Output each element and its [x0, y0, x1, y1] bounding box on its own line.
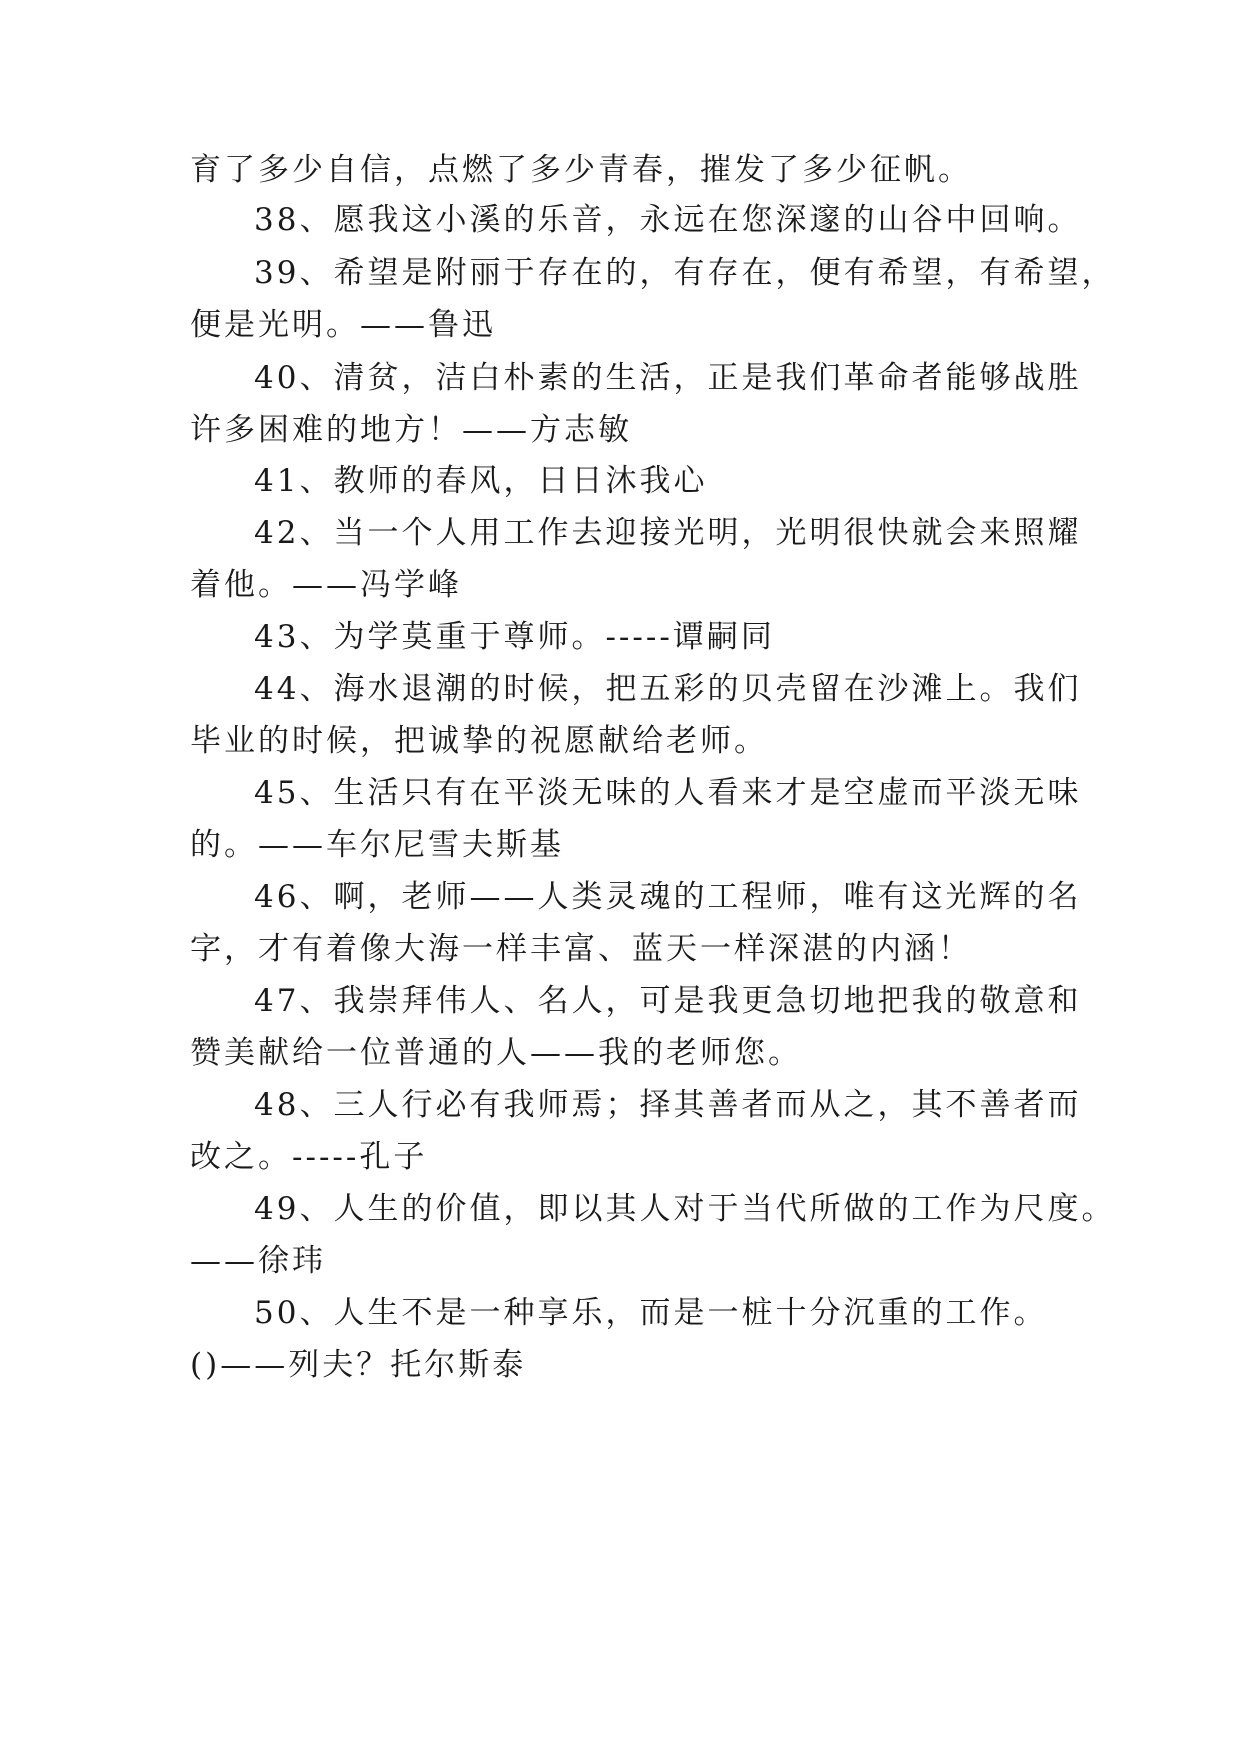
text-line: 许多困难的地方！——方志敏	[190, 412, 632, 448]
text-line: 40、清贫，洁白朴素的生活，正是我们革命者能够战胜	[254, 360, 1082, 396]
text-line: 的。——车尔尼雪夫斯基	[190, 827, 564, 863]
text-line: 字，才有着像大海一样丰富、蓝天一样深湛的内涵！	[190, 931, 972, 967]
text-line: 着他。——冯学峰	[190, 567, 462, 603]
text-line: 47、我崇拜伟人、名人，可是我更急切地把我的敬意和	[254, 983, 1082, 1019]
text-line: 48、三人行必有我师焉；择其善者而从之，其不善者而	[254, 1087, 1082, 1123]
text-line: ()——列夫？托尔斯泰	[190, 1347, 527, 1383]
text-line: 育了多少自信，点燃了多少青春，摧发了多少征帆。	[190, 152, 972, 188]
text-line: ——徐玮	[190, 1243, 326, 1279]
text-line: 38、愿我这小溪的乐音，永远在您深邃的山谷中回响。	[254, 202, 1082, 238]
text-line: 39、希望是附丽于存在的，有存在，便有希望，有希望，	[254, 255, 1116, 291]
text-line: 赞美献给一位普通的人——我的老师您。	[190, 1035, 802, 1071]
text-line: 45、生活只有在平淡无味的人看来才是空虚而平淡无味	[254, 775, 1082, 811]
text-line: 42、当一个人用工作去迎接光明，光明很快就会来照耀	[254, 515, 1082, 551]
text-line: 便是光明。——鲁迅	[190, 307, 496, 343]
text-line: 41、教师的春风，日日沐我心	[254, 463, 708, 499]
text-line: 44、海水退潮的时候，把五彩的贝壳留在沙滩上。我们	[254, 671, 1082, 707]
text-line: 43、为学莫重于尊师。-----谭嗣同	[254, 619, 775, 655]
text-line: 46、啊，老师——人类灵魂的工程师，唯有这光辉的名	[254, 879, 1082, 915]
text-line: 50、人生不是一种享乐，而是一桩十分沉重的工作。	[254, 1295, 1048, 1331]
text-line: 改之。-----孔子	[190, 1139, 428, 1175]
text-line: 毕业的时候，把诚挚的祝愿献给老师。	[190, 723, 768, 759]
text-line: 49、人生的价值，即以其人对于当代所做的工作为尺度。	[254, 1191, 1116, 1227]
